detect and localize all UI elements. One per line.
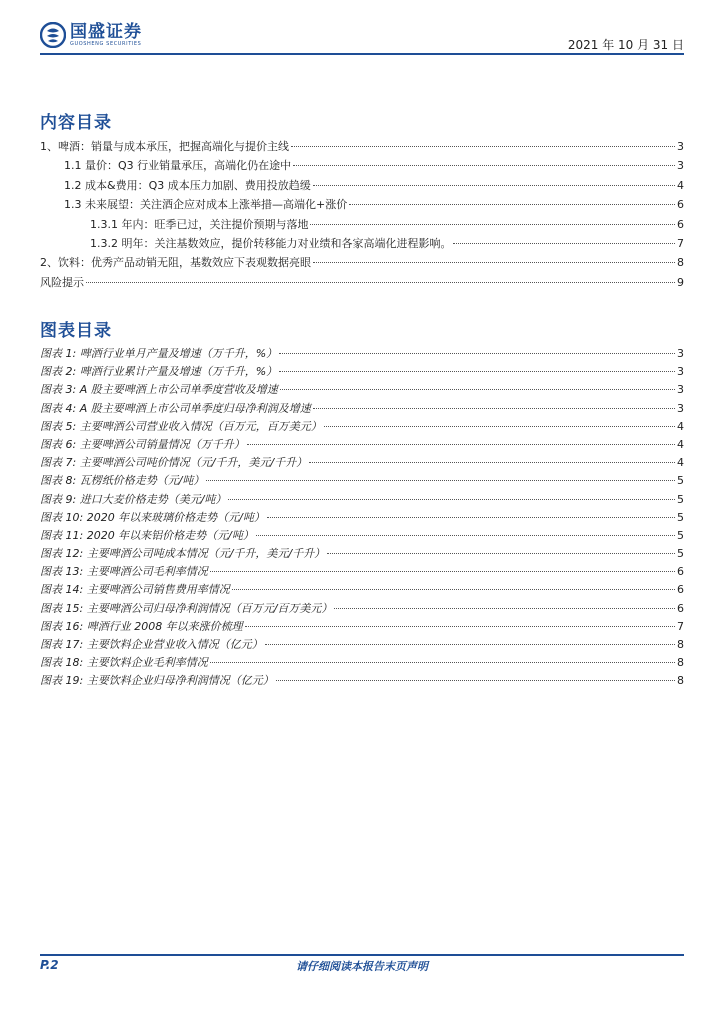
entry-page-number: 5 (677, 528, 684, 542)
figure-entry[interactable] (40, 581, 684, 599)
figure-entry[interactable] (40, 345, 684, 363)
logo-name-cn: 国盛证券 (70, 21, 142, 42)
entry-label: 图表 9: 进口大麦价格走势（美元/吨） (40, 492, 227, 506)
toc-entry[interactable] (40, 177, 684, 196)
entry-label: 1.3.1 年内：旺季已过，关注提价预期与落地 (90, 217, 309, 231)
figure-entry[interactable] (40, 509, 684, 527)
entry-label: 图表 14: 主要啤酒公司销售费用率情况 (40, 583, 230, 597)
entry-page-number: 3 (677, 159, 684, 173)
toc-entry[interactable] (40, 235, 684, 254)
toc-entry[interactable] (40, 254, 684, 273)
entry-page-number: 7 (677, 619, 684, 633)
dot-leader (310, 224, 675, 225)
entry-label: 图表 10: 2020 年以来玻璃价格走势（元/吨） (40, 510, 265, 524)
entry-label: 图表 1: 啤酒行业单月产量及增速（万千升，%） (40, 347, 278, 360)
dot-leader (210, 662, 675, 663)
figure-entry[interactable] (40, 418, 684, 436)
entry-page-number: 5 (677, 492, 684, 506)
guosheng-logo-icon (40, 22, 66, 48)
dot-leader (334, 608, 675, 609)
entry-label: 图表 2: 啤酒行业累计产量及增速（万千升，%） (40, 365, 278, 379)
entry-label: 2、饮料：优秀产品动销无阻，基数效应下表观数据亮眼 (40, 256, 311, 270)
entry-label: 图表 3: A 股主要啤酒上市公司单季度营收及增速 (40, 383, 278, 397)
dot-leader (210, 571, 675, 572)
figure-entry[interactable] (40, 654, 684, 672)
entry-page-number: 3 (677, 401, 684, 415)
figure-entry[interactable] (40, 545, 684, 563)
dot-leader (313, 185, 675, 186)
figure-entry[interactable] (40, 636, 684, 654)
figure-entry[interactable] (40, 454, 684, 472)
dot-leader (86, 282, 675, 283)
figure-entry[interactable] (40, 563, 684, 581)
contents-title: 内容目录 (40, 113, 112, 133)
disclaimer-note: 请仔细阅读本报告末页声明 (296, 960, 428, 973)
entry-label: 1、啤酒：销量与成本承压，把握高端化与提价主线 (40, 140, 289, 153)
dot-leader (313, 262, 675, 263)
dot-leader (267, 517, 675, 518)
figures-title: 图表目录 (40, 321, 112, 341)
toc-entry[interactable] (40, 157, 684, 176)
entry-page-number: 4 (677, 437, 684, 451)
entry-label: 1.2 成本&费用：Q3 成本压力加剧、费用投放趋缓 (64, 178, 311, 192)
entry-page-number: 8 (677, 674, 684, 688)
entry-page-number: 4 (677, 178, 684, 192)
dot-leader (280, 389, 675, 390)
contents-list (40, 138, 684, 293)
entry-page-number: 8 (677, 656, 684, 670)
dot-leader (309, 462, 675, 463)
toc-entry[interactable] (40, 274, 684, 293)
entry-page-number: 5 (677, 510, 684, 524)
entry-page-number: 6 (677, 217, 684, 231)
dot-leader (228, 499, 675, 500)
dot-leader (279, 371, 675, 372)
entry-page-number: 9 (677, 275, 684, 289)
dot-leader (324, 426, 675, 427)
dot-leader (245, 626, 675, 627)
dot-leader (327, 553, 675, 554)
figure-entry[interactable] (40, 491, 684, 509)
toc-entry[interactable] (40, 216, 684, 235)
figure-entry[interactable] (40, 672, 684, 690)
figure-entry[interactable] (40, 618, 684, 636)
figure-entry[interactable] (40, 600, 684, 618)
footer-divider (40, 954, 684, 956)
report-date: 2021 年 10 月 31 日 (567, 38, 684, 52)
dot-leader (265, 644, 675, 645)
company-logo (40, 22, 142, 48)
entry-page-number: 4 (677, 456, 684, 470)
entry-page-number: 5 (677, 474, 684, 488)
entry-label: 图表 13: 主要啤酒公司毛利率情况 (40, 565, 208, 579)
figures-list (40, 345, 684, 691)
entry-page-number: 6 (677, 565, 684, 579)
entry-label: 风险提示 (40, 275, 84, 289)
entry-page-number: 3 (677, 140, 684, 153)
figure-entry[interactable] (40, 363, 684, 381)
page-header (40, 22, 684, 54)
entry-label: 图表 11: 2020 年以来铝价格走势（元/吨） (40, 528, 254, 542)
entry-page-number: 3 (677, 347, 684, 360)
dot-leader (256, 535, 675, 536)
entry-page-number: 3 (677, 365, 684, 379)
entry-label: 图表 8: 瓦楞纸价格走势（元/吨） (40, 474, 205, 488)
entry-label: 图表 18: 主要饮料企业毛利率情况 (40, 656, 208, 670)
dot-leader (349, 204, 675, 205)
entry-page-number: 6 (677, 583, 684, 597)
figure-entry[interactable] (40, 472, 684, 490)
dot-leader (232, 589, 675, 590)
figure-entry[interactable] (40, 436, 684, 454)
header-divider (40, 53, 684, 55)
page-number: P.2 (40, 958, 59, 972)
entry-page-number: 3 (677, 383, 684, 397)
dot-leader (279, 353, 675, 354)
entry-label: 图表 17: 主要饮料企业营业收入情况（亿元） (40, 638, 263, 651)
entry-label: 图表 12: 主要啤酒公司吨成本情况（元/千升，美元/千升） (40, 547, 326, 561)
entry-page-number: 8 (677, 256, 684, 270)
entry-label: 图表 4: A 股主要啤酒上市公司单季度归母净利润及增速 (40, 401, 311, 415)
toc-entry[interactable] (40, 196, 684, 215)
dot-leader (313, 408, 675, 409)
figure-entry[interactable] (40, 527, 684, 545)
dot-leader (453, 243, 675, 244)
entry-label: 图表 7: 主要啤酒公司吨价情况（元/千升，美元/千升） (40, 456, 308, 470)
figure-entry[interactable] (40, 400, 684, 418)
dot-leader (291, 146, 675, 147)
toc-entry[interactable] (40, 138, 684, 157)
entry-label: 图表 6: 主要啤酒公司销量情况（万千升） (40, 437, 245, 451)
dot-leader (276, 680, 675, 681)
entry-page-number: 6 (677, 601, 684, 615)
entry-page-number: 6 (677, 198, 684, 212)
dot-leader (293, 165, 675, 166)
entry-page-number: 8 (677, 638, 684, 651)
entry-label: 图表 19: 主要饮料企业归母净利润情况（亿元） (40, 674, 274, 688)
entry-label: 图表 16: 啤酒行业 2008 年以来涨价梳理 (40, 619, 243, 633)
entry-label: 图表 15: 主要啤酒公司归母净利润情况（百万元/百万美元） (40, 601, 333, 615)
entry-label: 1.3 未来展望：关注酒企应对成本上涨举措—高端化+涨价 (64, 198, 348, 212)
entry-page-number: 4 (677, 419, 684, 433)
entry-page-number: 7 (677, 236, 684, 250)
figure-entry[interactable] (40, 381, 684, 399)
entry-label: 图表 5: 主要啤酒公司营业收入情况（百万元，百万美元） (40, 419, 322, 433)
dot-leader (247, 444, 675, 445)
entry-label: 1.3.2 明年：关注基数效应，提价转移能力对业绩和各家高端化进程影响。 (90, 236, 452, 250)
entry-page-number: 5 (677, 547, 684, 561)
dot-leader (206, 480, 675, 481)
entry-label: 1.1 量价：Q3 行业销量承压，高端化仍在途中 (64, 159, 292, 173)
logo-name-en: GUOSHENG SECURITIES (70, 40, 142, 47)
